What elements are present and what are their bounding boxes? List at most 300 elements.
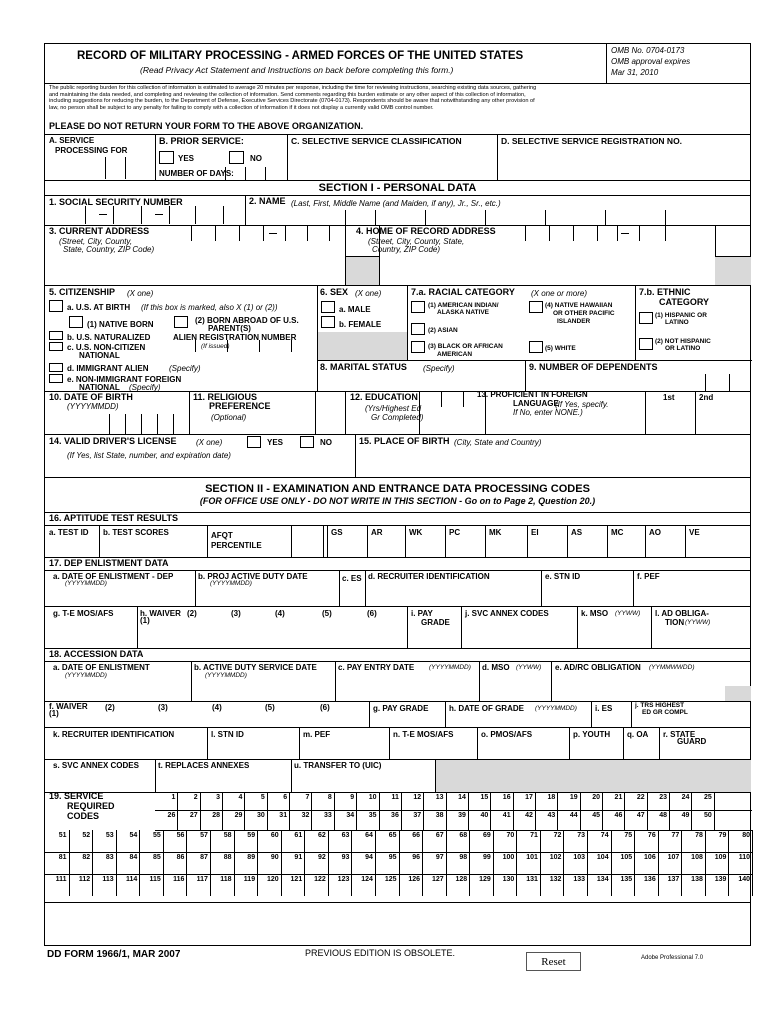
race-white-checkbox[interactable] <box>529 341 543 353</box>
service-code-98[interactable]: 98 <box>459 854 468 861</box>
service-code-115[interactable]: 115 <box>149 876 161 883</box>
prior-service-yes-checkbox[interactable] <box>159 151 174 164</box>
service-code-103[interactable]: 103 <box>573 854 586 861</box>
sex-label: 6. SEX <box>320 287 349 297</box>
service-code-45[interactable]: 45 <box>592 812 600 819</box>
code-cell-divider <box>634 830 635 852</box>
code-cell-divider <box>304 830 305 852</box>
service-code-21[interactable]: 21 <box>614 794 623 801</box>
service-code-54[interactable]: 54 <box>129 832 138 839</box>
naturalized-checkbox[interactable] <box>49 331 63 340</box>
service-code-2[interactable]: 2 <box>193 794 198 801</box>
subtest-divider <box>445 525 446 557</box>
service-code-114[interactable]: 114 <box>125 876 138 883</box>
service-code-72[interactable]: 72 <box>553 832 562 839</box>
dep-enlistment-label: 17. DEP ENLISTMENT DATA <box>49 558 169 568</box>
service-code-110[interactable]: 110 <box>738 854 750 861</box>
form-subtitle: (Read Privacy Act Statement and Instructions on back before completing this form.) <box>140 65 454 75</box>
service-code-111[interactable]: 111 <box>55 876 67 883</box>
education-label: 12. EDUCATION <box>350 392 418 402</box>
service-code-86[interactable]: 86 <box>176 854 185 861</box>
service-code-39[interactable]: 39 <box>458 812 466 819</box>
test-id-label: a. TEST ID <box>49 528 89 537</box>
ethnic-category-label-2: CATEGORY <box>659 297 710 307</box>
accession-label: 18. ACCESSION DATA <box>49 649 144 659</box>
code-cell-divider <box>658 874 659 896</box>
service-code-106[interactable]: 106 <box>644 854 656 861</box>
service-code-48[interactable]: 48 <box>659 812 668 819</box>
service-code-133[interactable]: 133 <box>573 876 586 883</box>
waiver-2: (2) <box>187 609 197 618</box>
service-code-100[interactable]: 100 <box>502 854 515 861</box>
code-cell-divider <box>257 852 258 874</box>
service-code-139[interactable]: 139 <box>714 876 727 883</box>
service-code-30[interactable]: 30 <box>256 812 265 819</box>
service-code-52[interactable]: 52 <box>82 832 91 839</box>
service-code-76[interactable]: 76 <box>647 832 656 839</box>
code-cell-divider <box>267 792 268 810</box>
service-code-102[interactable]: 102 <box>549 854 562 861</box>
language-label-2: LANGUAGE <box>513 399 559 408</box>
code-cell-divider <box>446 810 447 830</box>
service-code-1[interactable]: 1 <box>171 794 176 801</box>
service-code-9[interactable]: 9 <box>350 794 355 801</box>
racial-category-hint: (X one or more) <box>531 289 588 298</box>
waiver-5: (5) <box>322 609 332 618</box>
service-code-68[interactable]: 68 <box>459 832 468 839</box>
service-code-27[interactable]: 27 <box>189 812 198 819</box>
service-code-24[interactable]: 24 <box>681 794 690 801</box>
reset-button[interactable]: Reset <box>526 952 581 971</box>
service-code-91[interactable]: 91 <box>294 854 303 861</box>
race-4c-label: ISLANDER <box>557 318 591 325</box>
language-label: 13. PROFICIENT IN FOREIGN <box>477 390 588 399</box>
code-cell-divider <box>540 874 541 896</box>
code-cell-divider <box>516 874 517 896</box>
service-code-99[interactable]: 99 <box>482 854 491 861</box>
service-code-13[interactable]: 13 <box>435 794 444 801</box>
service-code-140[interactable]: 140 <box>738 876 750 883</box>
drivers-license-label: 14. VALID DRIVER'S LICENSE <box>49 436 177 446</box>
omb-number: OMB No. 0704-0173 <box>611 46 685 55</box>
service-code-37[interactable]: 37 <box>413 812 422 819</box>
percentile-label: PERCENTILE <box>211 541 262 550</box>
service-code-92[interactable]: 92 <box>318 854 326 861</box>
service-code-47[interactable]: 47 <box>636 812 645 819</box>
service-code-18[interactable]: 18 <box>547 794 556 801</box>
service-code-93[interactable]: 93 <box>341 854 350 861</box>
acc-guard-label: GUARD <box>677 737 707 746</box>
service-code-33[interactable]: 33 <box>324 812 332 819</box>
service-code-32[interactable]: 32 <box>301 812 310 819</box>
service-code-80[interactable]: 80 <box>742 832 750 839</box>
code-cell-divider <box>116 852 117 874</box>
service-code-44[interactable]: 44 <box>569 812 578 819</box>
name-label: 2. NAME <box>249 196 286 206</box>
marital-status-label: 8. MARITAL STATUS <box>320 362 407 372</box>
place-of-birth-label: 15. PLACE OF BIRTH <box>359 436 450 446</box>
service-code-28[interactable]: 28 <box>212 812 221 819</box>
service-code-88[interactable]: 88 <box>223 854 232 861</box>
service-code-6[interactable]: 6 <box>283 794 288 801</box>
acc-replaces-label: t. REPLACES ANNEXES <box>158 761 250 770</box>
service-code-82[interactable]: 82 <box>82 854 91 861</box>
selective-service-registration-label: D. SELECTIVE SERVICE REGISTRATION NO. <box>501 136 683 146</box>
code-cell-divider <box>647 810 648 830</box>
service-code-19[interactable]: 19 <box>569 794 578 801</box>
service-code-126[interactable]: 126 <box>408 876 421 883</box>
code-cell-divider <box>490 792 491 810</box>
service-code-15[interactable]: 15 <box>480 794 489 801</box>
non-citizen-checkbox[interactable] <box>49 342 63 351</box>
acc-date-of-grade-hint: (YYYYMMDD) <box>535 705 577 712</box>
service-code-135[interactable]: 135 <box>620 876 633 883</box>
service-code-97[interactable]: 97 <box>435 854 444 861</box>
service-code-66[interactable]: 66 <box>412 832 421 839</box>
code-cell-divider <box>304 852 305 874</box>
recruiter-id-label: d. RECRUITER IDENTIFICATION <box>368 572 490 581</box>
service-code-63[interactable]: 63 <box>341 832 350 839</box>
service-code-22[interactable]: 22 <box>636 794 645 801</box>
service-code-5[interactable]: 5 <box>260 794 265 801</box>
license-no-checkbox[interactable] <box>300 436 314 448</box>
code-cell-divider <box>186 852 187 874</box>
sex-female-checkbox[interactable] <box>321 316 335 328</box>
service-code-129[interactable]: 129 <box>479 876 491 883</box>
national-label-2: NATIONAL <box>79 383 120 392</box>
service-code-41[interactable]: 41 <box>502 812 511 819</box>
service-code-108[interactable]: 108 <box>691 854 703 861</box>
service-code-118[interactable]: 118 <box>220 876 232 883</box>
service-code-136[interactable]: 136 <box>644 876 656 883</box>
code-cell-divider <box>116 874 117 896</box>
service-code-89[interactable]: 89 <box>247 854 256 861</box>
subtest-ve-label: VE <box>689 528 700 537</box>
code-cell-divider <box>469 874 470 896</box>
dep-waiver-label: h. WAIVER <box>140 609 181 618</box>
acc-waiver-1: (1) <box>49 709 59 718</box>
native-born-checkbox[interactable] <box>69 316 83 328</box>
service-code-53[interactable]: 53 <box>105 832 114 839</box>
dep-date-label: a. DATE OF ENLISTMENT - DEP <box>53 572 174 581</box>
service-code-117[interactable]: 117 <box>196 876 208 883</box>
yes-label: YES <box>178 154 195 163</box>
racial-category-label: 7.a. RACIAL CATEGORY <box>411 287 515 297</box>
code-cell-divider <box>401 792 402 810</box>
service-code-84[interactable]: 84 <box>129 854 138 861</box>
subtest-ao-label: AO <box>649 528 661 537</box>
eth-2a-label: (2) NOT HISPANIC <box>655 338 711 345</box>
omb-expires: OMB approval expires <box>611 57 691 66</box>
born-abroad-label: (2) BORN ABROAD OF U.S. <box>195 316 299 325</box>
race-black-checkbox[interactable] <box>411 341 425 353</box>
service-code-71[interactable]: 71 <box>530 832 538 839</box>
code-cell-divider <box>399 852 400 874</box>
service-code-134[interactable]: 134 <box>596 876 609 883</box>
service-code-35[interactable]: 35 <box>368 812 377 819</box>
service-code-56[interactable]: 56 <box>176 832 185 839</box>
acc-date-label: a. DATE OF ENLISTMENT <box>53 663 150 672</box>
acc-svc-annex-label: s. SVC ANNEX CODES <box>53 761 139 770</box>
acc-ad-rc-label: e. AD/RC OBLIGATION <box>555 663 641 672</box>
service-code-40[interactable]: 40 <box>480 812 489 819</box>
service-code-127[interactable]: 127 <box>431 876 444 883</box>
service-code-112[interactable]: 112 <box>78 876 91 883</box>
service-code-109[interactable]: 109 <box>714 854 727 861</box>
service-code-125[interactable]: 125 <box>384 876 397 883</box>
code-cell-divider <box>139 830 140 852</box>
home-address-hint-1: (Street, City, County, State, <box>368 237 465 246</box>
code-cell-divider <box>351 874 352 896</box>
home-of-record-label: 4. HOME OF RECORD ADDRESS <box>356 226 496 236</box>
service-code-83[interactable]: 83 <box>105 854 114 861</box>
service-code-123[interactable]: 123 <box>337 876 350 883</box>
code-cell-divider <box>563 874 564 896</box>
service-code-59[interactable]: 59 <box>247 832 256 839</box>
dep-yyww-hint: (YYWW) <box>685 619 711 626</box>
us-at-birth-label: a. U.S. AT BIRTH <box>67 303 131 312</box>
acc-pef-label: m. PEF <box>303 730 331 739</box>
race-native-hawaiian-checkbox[interactable] <box>529 301 543 313</box>
license-yes-label: YES <box>267 438 284 447</box>
service-code-31[interactable]: 31 <box>279 812 288 819</box>
code-cell-divider <box>535 810 536 830</box>
race-asian-checkbox[interactable] <box>411 323 425 335</box>
home-address-hint-2: Country, ZIP Code) <box>372 245 441 254</box>
waiver-4: (4) <box>275 609 285 618</box>
number-of-days-label: NUMBER OF DAYS: <box>159 169 234 178</box>
acc-date-of-grade-label: h. DATE OF GRADE <box>449 704 524 713</box>
service-code-85[interactable]: 85 <box>153 854 161 861</box>
code-cell-divider <box>163 852 164 874</box>
service-code-137[interactable]: 137 <box>667 876 680 883</box>
service-code-78[interactable]: 78 <box>695 832 703 839</box>
service-code-10[interactable]: 10 <box>368 794 377 801</box>
code-cell-divider <box>563 852 564 874</box>
service-code-23[interactable]: 23 <box>659 794 668 801</box>
service-code-14[interactable]: 14 <box>458 794 466 801</box>
place-of-birth-hint: (City, State and Country) <box>454 438 542 447</box>
service-code-130[interactable]: 130 <box>502 876 515 883</box>
code-cell-divider <box>200 792 201 810</box>
code-cell-divider <box>375 874 376 896</box>
service-codes-label-3: CODES <box>67 811 100 821</box>
service-code-77[interactable]: 77 <box>671 832 680 839</box>
immigrant-alien-checkbox[interactable] <box>49 363 63 372</box>
service-code-90[interactable]: 90 <box>270 854 279 861</box>
dob-label: 10. DATE OF BIRTH <box>49 392 133 402</box>
service-code-122[interactable]: 122 <box>314 876 326 883</box>
service-code-69[interactable]: 69 <box>482 832 491 839</box>
code-cell-divider <box>557 810 558 830</box>
service-code-104[interactable]: 104 <box>596 854 609 861</box>
test-scores-label: b. TEST SCORES <box>103 528 169 537</box>
code-cell-divider <box>334 810 335 830</box>
acc-waiver-3: (3) <box>158 703 168 712</box>
service-code-119[interactable]: 119 <box>243 876 256 883</box>
subtest-ei-label: EI <box>531 528 539 537</box>
waiver-6: (6) <box>367 609 377 618</box>
non-immigrant-checkbox[interactable] <box>49 374 63 383</box>
service-code-113[interactable]: 113 <box>102 876 114 883</box>
dependents-label: 9. NUMBER OF DEPENDENTS <box>529 362 658 372</box>
acc-recruiter-label: k. RECRUITER IDENTIFICATION <box>53 730 175 739</box>
subtest-ar-label: AR <box>371 528 383 537</box>
service-code-107[interactable]: 107 <box>667 854 680 861</box>
code-cell-divider <box>92 852 93 874</box>
code-cell-divider <box>681 852 682 874</box>
service-code-3[interactable]: 3 <box>216 794 221 801</box>
service-code-11[interactable]: 11 <box>391 794 399 801</box>
service-code-7[interactable]: 7 <box>305 794 310 801</box>
field-a-label: A. SERVICE <box>49 136 95 145</box>
code-cell-divider <box>493 874 494 896</box>
code-cell-divider <box>163 874 164 896</box>
service-code-49[interactable]: 49 <box>681 812 690 819</box>
service-code-51[interactable]: 51 <box>58 832 67 839</box>
code-cell-divider <box>423 792 424 810</box>
license-yes-checkbox[interactable] <box>247 436 261 448</box>
service-code-17[interactable]: 17 <box>525 794 533 801</box>
service-code-94[interactable]: 94 <box>365 854 373 861</box>
acc-te-mos-label: n. T-E MOS/AFS <box>393 730 454 739</box>
code-cell-divider <box>513 792 514 810</box>
service-code-65[interactable]: 65 <box>388 832 397 839</box>
service-code-20[interactable]: 20 <box>592 794 600 801</box>
code-cell-divider <box>281 852 282 874</box>
subtest-pc-label: PC <box>449 528 461 537</box>
subtest-mc-label: MC <box>611 528 624 537</box>
service-code-116[interactable]: 116 <box>173 876 185 883</box>
born-abroad-checkbox[interactable] <box>174 316 188 328</box>
do-not-return-notice: PLEASE DO NOT RETURN YOUR FORM TO THE ABOVE ORGANIZATION. <box>49 121 364 131</box>
service-code-46[interactable]: 46 <box>614 812 623 819</box>
service-code-12[interactable]: 12 <box>413 794 422 801</box>
service-code-29[interactable]: 29 <box>234 812 243 819</box>
burden-line-2: and maintaining the data needed, and completing and reviewing the collection of information. Send comments regarding this burden estimate or any other aspect of this collection of information, <box>49 91 526 98</box>
service-code-42[interactable]: 42 <box>525 812 533 819</box>
service-code-25[interactable]: 25 <box>703 794 712 801</box>
service-code-121[interactable]: 121 <box>290 876 303 883</box>
code-cell-divider <box>587 852 588 874</box>
sex-male-checkbox[interactable] <box>321 301 335 313</box>
code-cell-divider <box>752 830 753 852</box>
service-code-57[interactable]: 57 <box>200 832 208 839</box>
code-cell-divider <box>375 830 376 852</box>
code-cell-divider <box>257 874 258 896</box>
alien-registration-label: ALIEN REGISTRATION NUMBER <box>173 333 297 342</box>
waiver-1: (1) <box>140 616 150 625</box>
dep-date-hint: (YYYYMMDD) <box>65 580 107 587</box>
citizenship-us-at-birth-checkbox[interactable] <box>49 300 63 312</box>
ethnic-category-label: 7.b. ETHNIC <box>639 287 691 297</box>
service-code-8[interactable]: 8 <box>327 794 332 801</box>
service-code-81[interactable]: 81 <box>58 854 67 861</box>
code-cell-divider <box>177 810 178 830</box>
born-abroad-label-2: PARENT(S) <box>208 324 251 333</box>
service-code-43[interactable]: 43 <box>547 812 556 819</box>
acc-waiver-6: (6) <box>320 703 330 712</box>
service-code-34[interactable]: 34 <box>346 812 355 819</box>
code-cell-divider <box>658 830 659 852</box>
waiver-3: (3) <box>231 609 241 618</box>
code-cell-divider <box>587 830 588 852</box>
dep-te-mos-label: g. T-E MOS/AFS <box>53 609 114 618</box>
service-code-105[interactable]: 105 <box>620 854 633 861</box>
service-code-16[interactable]: 16 <box>502 794 511 801</box>
service-code-50[interactable]: 50 <box>703 812 712 819</box>
not-hispanic-checkbox[interactable] <box>639 338 653 350</box>
acc-waiver-5: (5) <box>265 703 275 712</box>
code-cell-divider <box>705 852 706 874</box>
service-code-124[interactable]: 124 <box>361 876 373 883</box>
service-code-79[interactable]: 79 <box>718 832 727 839</box>
race-2-label: (2) ASIAN <box>428 327 458 334</box>
code-cell-divider <box>244 810 245 830</box>
current-address-hint-1: (Street, City, County, <box>59 237 133 246</box>
subtest-divider <box>567 525 568 557</box>
service-code-95[interactable]: 95 <box>388 854 397 861</box>
service-code-75[interactable]: 75 <box>624 832 633 839</box>
service-code-36[interactable]: 36 <box>391 812 399 819</box>
service-code-38[interactable]: 38 <box>435 812 444 819</box>
service-code-58[interactable]: 58 <box>223 832 232 839</box>
service-codes-label-2: REQUIRED <box>67 801 115 811</box>
code-cell-divider <box>422 874 423 896</box>
code-cell-divider <box>92 830 93 852</box>
service-code-128[interactable]: 128 <box>455 876 468 883</box>
service-code-61[interactable]: 61 <box>294 832 303 839</box>
race-american-indian-checkbox[interactable] <box>411 301 425 313</box>
service-code-26[interactable]: 26 <box>167 812 176 819</box>
service-code-70[interactable]: 70 <box>506 832 515 839</box>
prior-service-no-checkbox[interactable] <box>229 151 244 164</box>
code-cell-divider <box>139 874 140 896</box>
acc-mso-hint: (YYWW) <box>516 664 542 671</box>
code-cell-divider <box>540 852 541 874</box>
service-code-62[interactable]: 62 <box>318 832 326 839</box>
service-code-131[interactable]: 131 <box>526 876 538 883</box>
education-hint-1: (Yrs/Highest Ed <box>365 404 422 413</box>
code-cell-divider <box>177 792 178 810</box>
subtest-divider <box>645 525 646 557</box>
code-cell-divider <box>328 874 329 896</box>
service-code-96[interactable]: 96 <box>412 854 421 861</box>
service-code-120[interactable]: 120 <box>266 876 279 883</box>
service-code-74[interactable]: 74 <box>600 832 609 839</box>
service-code-67[interactable]: 67 <box>435 832 444 839</box>
code-cell-divider <box>681 830 682 852</box>
service-code-60[interactable]: 60 <box>270 832 279 839</box>
code-cell-divider <box>267 810 268 830</box>
citizenship-label: 5. CITIZENSHIP <box>49 287 116 297</box>
code-cell-divider <box>468 792 469 810</box>
service-code-73[interactable]: 73 <box>577 832 586 839</box>
service-code-64[interactable]: 64 <box>365 832 373 839</box>
prior-service-label: B. PRIOR SERVICE: <box>159 136 244 146</box>
service-code-87[interactable]: 87 <box>200 854 208 861</box>
code-cell-divider <box>356 792 357 810</box>
subtest-divider <box>607 525 608 557</box>
code-cell-divider <box>580 810 581 830</box>
hispanic-checkbox[interactable] <box>639 312 653 324</box>
service-code-101[interactable]: 101 <box>526 854 538 861</box>
service-code-55[interactable]: 55 <box>153 832 161 839</box>
service-code-132[interactable]: 132 <box>549 876 562 883</box>
code-cell-divider <box>493 852 494 874</box>
service-code-138[interactable]: 138 <box>691 876 703 883</box>
service-code-4[interactable]: 4 <box>238 794 243 801</box>
